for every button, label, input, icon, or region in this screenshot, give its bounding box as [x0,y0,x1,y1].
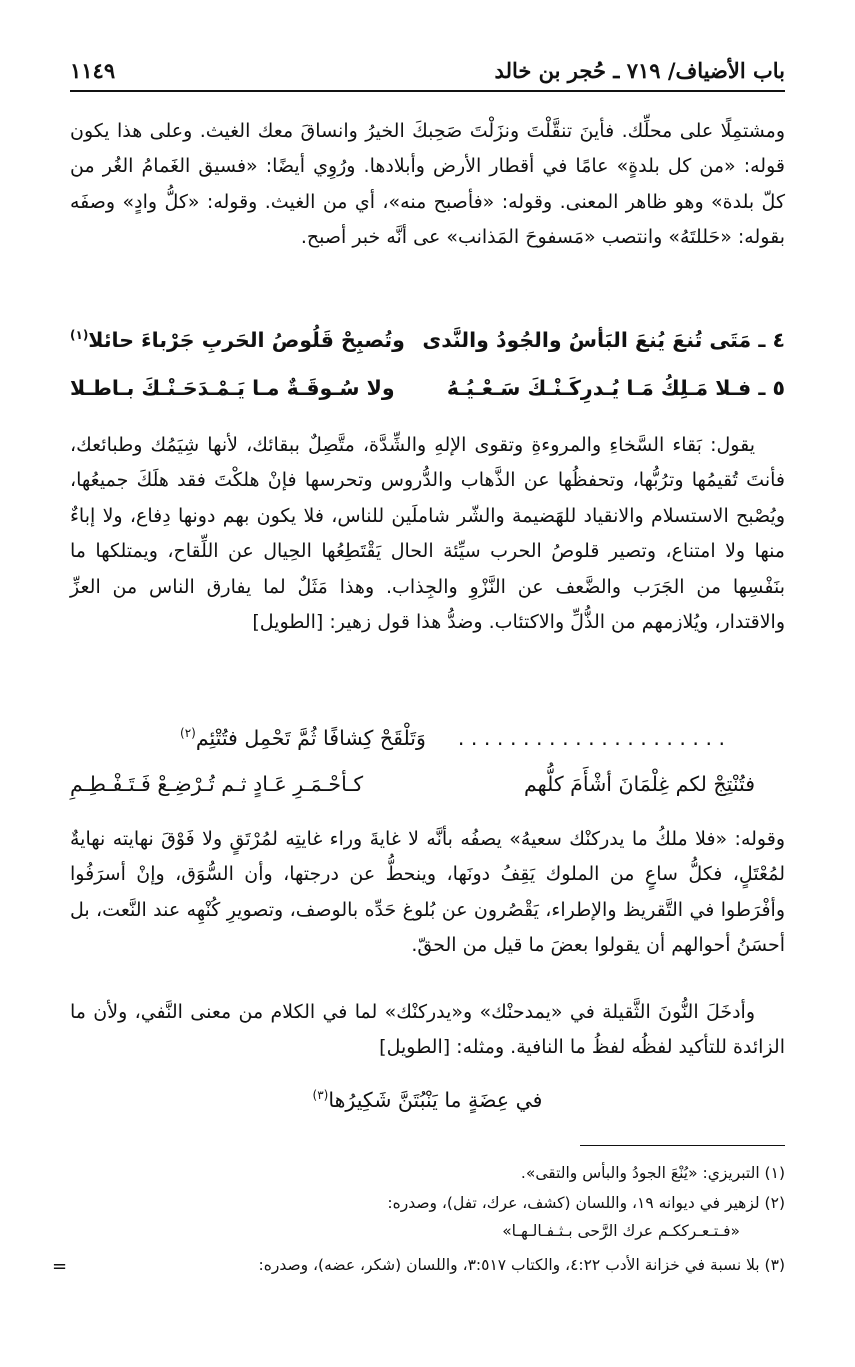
verse-4-second-hemistich [70,328,405,352]
zuhair-verse-2-second: كـأحْـمَـرِ عَـادٍ ثـم تُـرْضِـعْ فَـتَـفْـطِـمِ [70,772,364,796]
footnote-ref-1: (١) [70,328,89,343]
verse-4-second-text: وتُصبِحْ قَلُوصُ الحَربِ جَرْباءَ حائلا [88,328,405,352]
zuhair-verse-2 [70,772,785,812]
footnote-ref-3: (٣) [312,1088,329,1103]
paragraph-1: ومشتمِلًا على محلِّك. فأينَ تنقَّلْتَ ونزَلْتَ صَحِبكَ الخيرُ وانساقَ معك الغيث. وعلى هذا يكون قوله: «من كل بلدةٍ» عامًا في أقطار الأرض وأبلادها. ورُوِي أيضًا: «فسيق الغَمامُ الغُر من كلّ بلدة» وهو ظاهر المعنى. وقوله: «فأصبح منه»، أي من الغيث. وقوله: «كلُّ وادٍ» وصفَه بقوله: «حَللتَهُ» وانتصب «مَسفوحَ المَذانب» عى أنَّه خبر أصبح. [70,120,785,249]
zuhair-verse-2-first: فتُنْتِجْ لكم غِلْمَانَ أشْأَمَ كلُّهم [524,772,755,796]
footnote-2-quote: «فـتـعـرككـم عرك الرَّحى بـثـفـالـهـا» [502,1222,740,1240]
verse-5-second-hemistich: ولا سُـوقَـةٌ مـا يَـمْـدَحَـنْـكَ بـاطـلا [70,376,395,400]
paragraph-3: وقوله: «فلا ملكُ ما يدركنْك سعيهُ» يصفُه بأنَّه لا غايةَ وراء غايتِه لمُرْتَقٍ ولا فَوْقَ نهايته نهايةٌ لمُعْتَلٍ، فكلُّ ساعٍ من الملوك يَقِفُ دونَها، وينحطُّ عن درجتها، وأن السُّوَق، وإنْ أسرَفُوا وأفْرَطوا في التَّقريظ والإطراء، يَقْصُرون عن بُلوغ حَدِّه بالوصف، وتصويرِ كُنْهِه عند النَّعت، بل أحسَنُ أحوالهم أن يقولوا بعضَ ما قيل من الحقّ. [70,828,785,957]
footnote-divider [580,1145,785,1146]
paragraph-2: يقول: بَقاء السَّخاءِ والمروءةِ وتقوى الإلهِ والشِّدَّة، متَّصِلٌ ببقائك، لأنها شِيَمُك وطبائعك، فأنتَ تُقيمُها وترُبُّها، وتحفظُها عن الذَّهاب والدُّروس وتحرسها فإنْ هلكْتَ فقد هلَكَ جميعُها، ويُصْبح الاستسلام والانقياد للهَضيمة والشّر شاملَين للناس، فلا يكون بهم دونها دِفاع، ولا إباءٌ منها ولا امتناع، وتصير قلوصُ الحرب سيِّئة الحال يَقْتَطِعُها الحِيال عن اللِّقاح، ويمتلكها ما بنَفْسِها من الجَرَب والضَّعف عن النَّزْوِ والجِذاب. وهذا مَثَلٌ لما يفارق الناس من العزِّ والاقتدار، ويُلازمهم من الذُّلِّ والاكتئاب. وضدُّ هذا قول زهير: [الطويل] [70,434,785,634]
example-verse-text: في عِضَةٍ ما يَنْبُتَنَّ شَكِيرُها [328,1088,543,1112]
example-verse [70,1088,785,1112]
verse-4-first-hemistich: ٤ ـ مَتَى تُنعَ يُنعَ البَأسُ والجُودُ والنَّدى [422,328,785,352]
paragraph-4: وأدخَلَ النُّونَ الثَّقيلة في «يمدحنْك» و«يدركنْك» لما في الكلام من معنى النَّفي، ولأن ما الزائدة للتأكيد لفظُه لفظُ ما النافية. ومثله: [الطويل] [70,1001,785,1059]
footnote-1: (١) التبريزي: «يُنْعَ الجودُ والبأس والتقى». [520,1164,785,1182]
zuhair-verse-1-first: . . . . . . . . . . . . . . . . . . . . . [457,726,725,750]
zuhair-verse-1 [70,726,785,766]
continuation-mark: = [52,1256,68,1277]
verse-5 [70,376,785,416]
verse-4 [70,328,785,368]
footnote-2: (٢) لزهير في ديوانه ١٩، واللسان (كشف، عرك، تفل)، وصدره: [387,1194,785,1212]
chapter-title: باب الأضياف/ ٧١٩ ـ حُجر بن خالد [494,58,785,83]
page-number: ١١٤٩ [70,58,116,83]
footnote-3: (٣) بلا نسبة في خزانة الأدب ٤:٢٢، والكتاب ٣:٥١٧، واللسان (شكر، عضه)، وصدره: [258,1256,785,1274]
running-header [70,56,785,92]
zuhair-verse-1-second [180,726,426,750]
footnote-ref-2: (٢) [180,726,196,741]
verse-5-first-hemistich: ٥ ـ فـلا مَـلِكُ مَـا يُـدرِكَـنْـكَ سَـعْـيُـهُ [446,376,785,400]
zuhair-verse-1-text: وَتَلْقَحْ كِشافًا ثُمَّ تَحْمِل فتُتْئِم [195,726,426,750]
